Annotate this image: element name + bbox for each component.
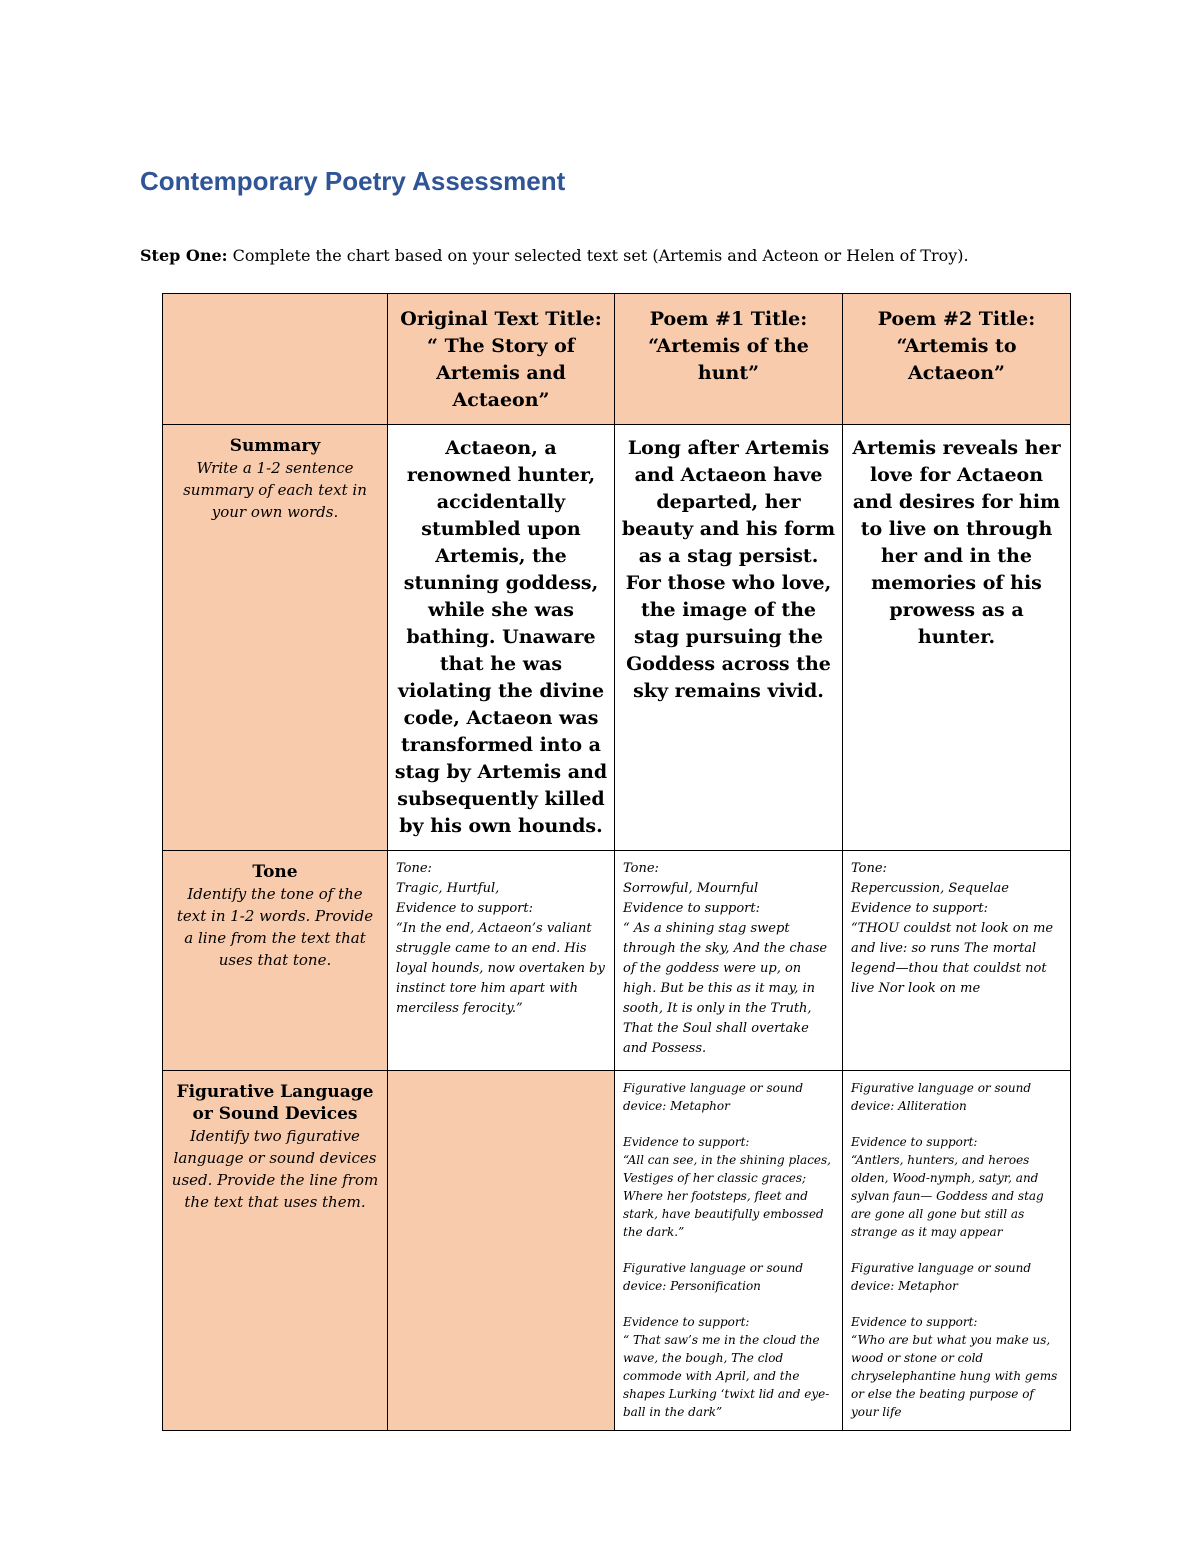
evidence-text-1: “All can see, in the shining places, Vestiges of her classic graces; Where her footsteps, fleet and stark, have beautifully embossed the dark.” — [623, 1153, 831, 1239]
tone-poem-2 — [843, 851, 1071, 1071]
tone-heading: Tone: — [396, 861, 432, 876]
evidence-heading: Evidence to support: — [396, 901, 534, 916]
tone-heading: Tone: — [851, 861, 887, 876]
assessment-chart — [162, 293, 1071, 1431]
device-1: Figurative language or sound device: Metaphor — [623, 1081, 803, 1113]
tone-original — [388, 851, 615, 1071]
figurative-instruction: Identify two figurative language or sound devices used. Provide the line from the text that uses them. — [171, 1127, 379, 1211]
step-text: Complete the chart based on your selected text set (Artemis and Acteon or Helen of Troy). — [227, 246, 969, 265]
evidence-text-1: “Antlers, hunters, and heroes olden, Wood-nymph, satyr, and sylvan faun— Goddess and stag are gone all gone but still as strange as it may appear — [851, 1153, 1044, 1239]
tone-value: Repercussion, Sequelae — [851, 881, 1009, 896]
evidence-heading: Evidence to support: — [623, 901, 761, 916]
tone-label-cell — [163, 851, 388, 1071]
evidence-heading-1: Evidence to support: — [851, 1135, 978, 1149]
header-poem-1: Poem #1 Title: “Artemis of the hunt” — [615, 294, 843, 425]
device-2: Figurative language or sound device: Personification — [623, 1261, 803, 1293]
figurative-poem-1 — [615, 1071, 843, 1431]
summary-original: Actaeon, a renowned hunter, accidentally stumbled upon Artemis, the stunning goddess, while she was bathing. Unaware that he was violating the divine code, Actaeon was transformed into a stag by Artemis and subsequently killed by his own hounds. — [388, 425, 615, 851]
header-poem-2: Poem #2 Title: “Artemis to Actaeon” — [843, 294, 1071, 425]
device-1: Figurative language or sound device: Alliteration — [851, 1081, 1031, 1113]
header-row — [163, 294, 1071, 425]
evidence-text: “In the end, Actaeon’s valiant struggle came to an end. His loyal hounds, now overtaken by instinct tore him apart with merciless ferocity.” — [396, 921, 605, 1016]
tone-value: Sorrowful, Mournful — [623, 881, 759, 896]
evidence-heading-2: Evidence to support: — [623, 1315, 750, 1329]
evidence-heading: Evidence to support: — [851, 901, 989, 916]
figurative-row — [163, 1071, 1071, 1431]
evidence-text-2: “ That saw’s me in the cloud the wave, the bough, The clod commode with April, and the shapes Lurking ‘twixt lid and eye-ball in the dark” — [623, 1333, 830, 1419]
step-label: Step One: — [140, 246, 228, 265]
summary-row — [163, 425, 1071, 851]
summary-label: Summary — [229, 436, 321, 456]
corner-cell — [163, 294, 388, 425]
tone-label: Tone — [252, 862, 298, 882]
header-original-text: Original Text Title: “ The Story of Artemis and Actaeon” — [388, 294, 615, 425]
device-2: Figurative language or sound device: Metaphor — [851, 1261, 1031, 1293]
tone-row — [163, 851, 1071, 1071]
evidence-text: “ As a shining stag swept through the sky, And the chase of the goddess were up, on high. But be this as it may, in sooth, It is only in the Truth, That the Soul shall overtake and Possess. — [623, 921, 828, 1056]
evidence-text: “THOU couldst not look on me and live: so runs The mortal legend—thou that couldst not live Nor look on me — [851, 921, 1054, 996]
evidence-heading-1: Evidence to support: — [623, 1135, 750, 1149]
figurative-label: Figurative Language or Sound Devices — [176, 1082, 374, 1124]
step-one-instruction — [140, 246, 969, 265]
document-title: Contemporary Poetry Assessment — [140, 166, 566, 196]
summary-poem-1: Long after Artemis and Actaeon have departed, her beauty and his form as a stag persist. For those who love, the image of the stag pursuing the Goddess across the sky remains vivid. — [615, 425, 843, 851]
evidence-heading-2: Evidence to support: — [851, 1315, 978, 1329]
tone-value: Tragic, Hurtful, — [396, 881, 500, 896]
tone-instruction: Identify the tone of the text in 1-2 words. Provide a line from the text that uses that tone. — [176, 885, 374, 969]
summary-label-cell — [163, 425, 388, 851]
figurative-original-empty — [388, 1071, 615, 1431]
tone-poem-1 — [615, 851, 843, 1071]
tone-heading: Tone: — [623, 861, 659, 876]
figurative-label-cell — [163, 1071, 388, 1431]
summary-instruction: Write a 1-2 sentence summary of each text in your own words. — [183, 459, 367, 521]
evidence-text-2: “Who are but what you make us, wood or stone or cold chryselephantine hung with gems or else the beating purpose of your life — [851, 1333, 1058, 1419]
summary-poem-2: Artemis reveals her love for Actaeon and desires for him to live on through her and in the memories of his prowess as a hunter. — [843, 425, 1071, 851]
figurative-poem-2 — [843, 1071, 1071, 1431]
